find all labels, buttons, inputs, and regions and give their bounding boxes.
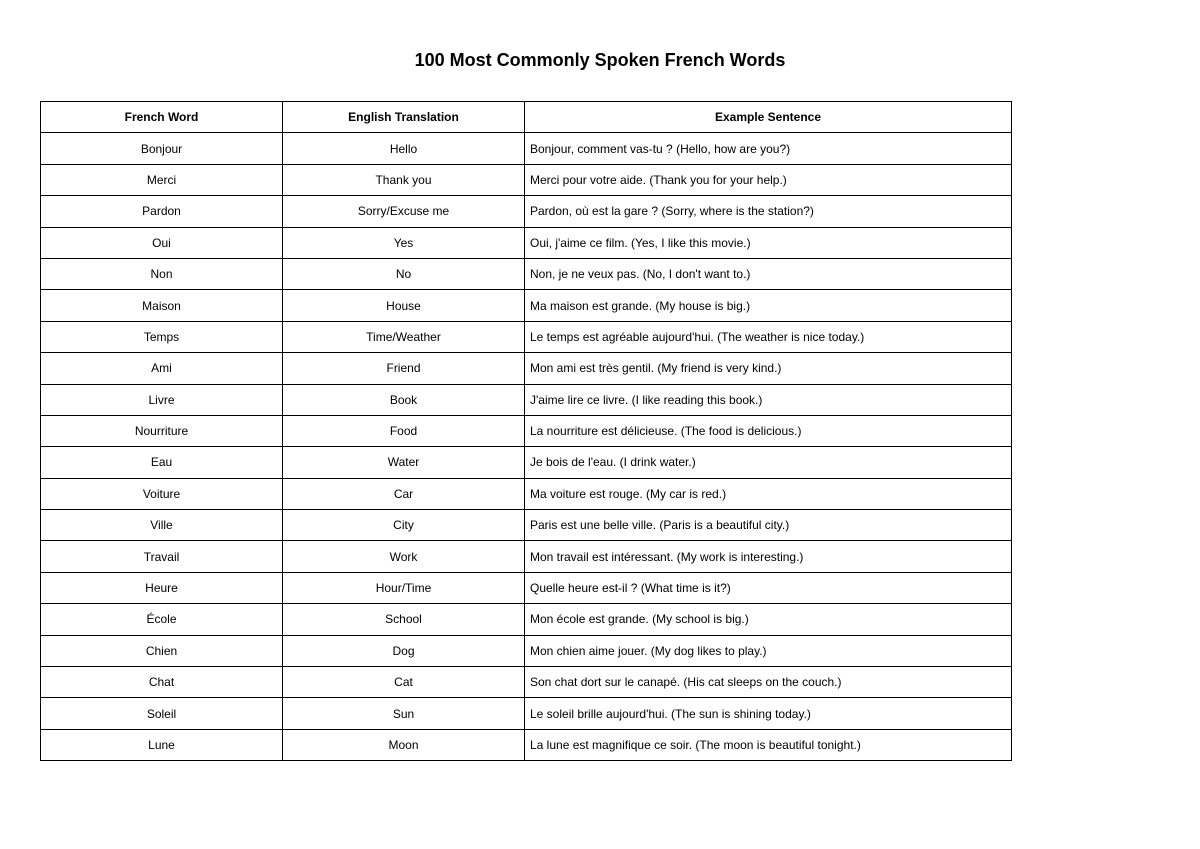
french-word-cell: Ville	[41, 510, 283, 541]
english-translation-cell: Thank you	[283, 164, 525, 195]
french-word-cell: Chien	[41, 635, 283, 666]
french-word-cell: Ami	[41, 353, 283, 384]
french-word-cell: Eau	[41, 447, 283, 478]
english-translation-cell: Time/Weather	[283, 321, 525, 352]
example-sentence-cell: Pardon, où est la gare ? (Sorry, where is the station?)	[525, 196, 1012, 227]
example-sentence-cell: Ma maison est grande. (My house is big.)	[525, 290, 1012, 321]
english-translation-cell: Water	[283, 447, 525, 478]
english-translation-cell: Friend	[283, 353, 525, 384]
table-row	[41, 353, 1012, 384]
example-sentence-cell: La lune est magnifique ce soir. (The moon is beautiful tonight.)	[525, 729, 1012, 760]
example-sentence-cell: Je bois de l'eau. (I drink water.)	[525, 447, 1012, 478]
french-word-cell: École	[41, 604, 283, 635]
table-row	[41, 258, 1012, 289]
english-translation-cell: School	[283, 604, 525, 635]
french-word-cell: Temps	[41, 321, 283, 352]
english-translation-cell: No	[283, 258, 525, 289]
table-row	[41, 667, 1012, 698]
example-sentence-cell: J'aime lire ce livre. (I like reading this book.)	[525, 384, 1012, 415]
header-french-word: French Word	[41, 102, 283, 133]
example-sentence-cell: Oui, j'aime ce film. (Yes, I like this movie.)	[525, 227, 1012, 258]
french-word-cell: Chat	[41, 667, 283, 698]
french-word-cell: Bonjour	[41, 133, 283, 164]
example-sentence-cell: Le soleil brille aujourd'hui. (The sun is shining today.)	[525, 698, 1012, 729]
example-sentence-cell: Mon école est grande. (My school is big.)	[525, 604, 1012, 635]
english-translation-cell: House	[283, 290, 525, 321]
english-translation-cell: Food	[283, 415, 525, 446]
table-row	[41, 384, 1012, 415]
example-sentence-cell: Quelle heure est-il ? (What time is it?)	[525, 572, 1012, 603]
table-row	[41, 227, 1012, 258]
english-translation-cell: Work	[283, 541, 525, 572]
english-translation-cell: Hour/Time	[283, 572, 525, 603]
table-header	[41, 102, 1012, 133]
table-row	[41, 415, 1012, 446]
table-row	[41, 604, 1012, 635]
table-row	[41, 510, 1012, 541]
example-sentence-cell: Paris est une belle ville. (Paris is a beautiful city.)	[525, 510, 1012, 541]
example-sentence-cell: La nourriture est délicieuse. (The food is delicious.)	[525, 415, 1012, 446]
english-translation-cell: Book	[283, 384, 525, 415]
english-translation-cell: Sorry/Excuse me	[283, 196, 525, 227]
french-word-cell: Travail	[41, 541, 283, 572]
english-translation-cell: Cat	[283, 667, 525, 698]
header-english-translation: English Translation	[283, 102, 525, 133]
french-word-cell: Livre	[41, 384, 283, 415]
page-title: 100 Most Commonly Spoken French Words	[414, 50, 786, 70]
english-translation-cell: Moon	[283, 729, 525, 760]
example-sentence-cell: Mon ami est très gentil. (My friend is very kind.)	[525, 353, 1012, 384]
french-word-cell: Voiture	[41, 478, 283, 509]
english-translation-cell: Hello	[283, 133, 525, 164]
example-sentence-cell: Le temps est agréable aujourd'hui. (The weather is nice today.)	[525, 321, 1012, 352]
example-sentence-cell: Son chat dort sur le canapé. (His cat sleeps on the couch.)	[525, 667, 1012, 698]
table-row	[41, 478, 1012, 509]
table-body	[41, 133, 1012, 761]
french-word-cell: Pardon	[41, 196, 283, 227]
example-sentence-cell: Non, je ne veux pas. (No, I don't want to.)	[525, 258, 1012, 289]
example-sentence-cell: Merci pour votre aide. (Thank you for your help.)	[525, 164, 1012, 195]
table-row	[41, 164, 1012, 195]
table-row	[41, 133, 1012, 164]
french-word-cell: Heure	[41, 572, 283, 603]
example-sentence-cell: Mon chien aime jouer. (My dog likes to play.)	[525, 635, 1012, 666]
header-example-sentence: Example Sentence	[525, 102, 1012, 133]
vocabulary-table	[40, 101, 1012, 761]
table-row	[41, 196, 1012, 227]
table-row	[41, 635, 1012, 666]
example-sentence-cell: Mon travail est intéressant. (My work is interesting.)	[525, 541, 1012, 572]
english-translation-cell: Dog	[283, 635, 525, 666]
header-row	[41, 102, 1012, 133]
table-row	[41, 321, 1012, 352]
french-word-cell: Lune	[41, 729, 283, 760]
example-sentence-cell: Bonjour, comment vas-tu ? (Hello, how are you?)	[525, 133, 1012, 164]
french-word-cell: Non	[41, 258, 283, 289]
example-sentence-cell: Ma voiture est rouge. (My car is red.)	[525, 478, 1012, 509]
table-row	[41, 698, 1012, 729]
french-word-cell: Soleil	[41, 698, 283, 729]
english-translation-cell: Yes	[283, 227, 525, 258]
french-word-cell: Oui	[41, 227, 283, 258]
table-row	[41, 541, 1012, 572]
english-translation-cell: Sun	[283, 698, 525, 729]
french-word-cell: Maison	[41, 290, 283, 321]
english-translation-cell: City	[283, 510, 525, 541]
table-row	[41, 572, 1012, 603]
english-translation-cell: Car	[283, 478, 525, 509]
french-word-cell: Nourriture	[41, 415, 283, 446]
table-row	[41, 290, 1012, 321]
table-row	[41, 729, 1012, 760]
french-word-cell: Merci	[41, 164, 283, 195]
table-row	[41, 447, 1012, 478]
